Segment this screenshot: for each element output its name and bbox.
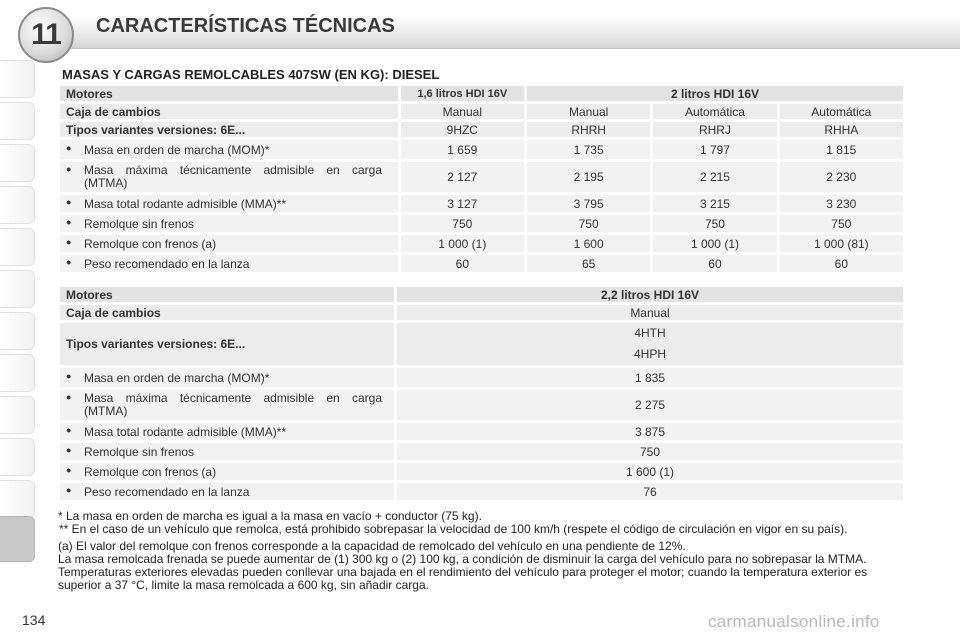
footnote: La masa remolcada frenada se puede aumentar de (1) 300 kg o (2) 100 kg, a condición de disminuir la carga del vehículo para no sobrepasar la MTMA. [58,552,867,566]
table-row [60,390,903,420]
row-label: ● Masa total rodante admisible (MMA)** [60,423,394,440]
table-row [60,368,903,387]
table-cell: 2 215 [653,162,776,192]
table-cell: 1 735 [527,140,650,159]
table-cell: 3 875 [397,423,903,440]
table-cell: 60 [653,255,776,272]
chapter-tab[interactable] [0,312,35,350]
bullet-icon: ● [66,164,72,174]
chapter-tab[interactable] [0,102,35,140]
table-cell: 2 195 [527,162,650,192]
watermark: carmanualsonline.info [708,612,880,631]
variant-code: 9HZC [401,122,524,137]
bullet-icon: ● [66,142,72,153]
variants-row [60,323,903,365]
gearbox-value: Manual [527,104,650,119]
table-row [60,255,903,272]
table-row [60,423,903,440]
table-row [60,463,903,480]
table-row [60,443,903,460]
table-cell: 2 127 [401,162,524,192]
row-label: ● Remolque con frenos (a) [60,235,398,252]
engine-row [60,287,903,302]
bullet-icon: ● [66,236,72,247]
spec-table-1 [57,83,906,275]
table-cell: 60 [401,255,524,272]
table-cell: 76 [397,483,903,500]
chapter-tab[interactable] [0,354,35,392]
chapter-tab[interactable] [0,186,35,224]
table-cell: 3 127 [401,195,524,212]
table-row [60,162,903,192]
row-label: ● Remolque con frenos (a) [60,463,394,480]
variant-code: 4HTH [634,326,666,340]
bullet-icon: ● [66,464,72,475]
table-cell: 1 000 (81) [780,235,903,252]
table-cell: 1 000 (1) [653,235,776,252]
page-title: CARACTERÍSTICAS TÉCNICAS [96,15,395,37]
row-label: ● Masa máxima técnicamente admisible en carga (MTMA) [60,162,398,192]
engine-value: 2,2 litros HDI 16V [397,287,903,302]
table-cell: 750 [780,215,903,232]
table-cell: 750 [397,443,903,460]
bullet-icon: ● [66,484,72,495]
engine-row [60,86,903,101]
chapter-tab[interactable] [0,480,35,518]
table-cell: 1 835 [397,368,903,387]
footnote: * La masa en orden de marcha es igual a la masa en vacío + conductor (75 kg). [58,509,482,523]
row-label: ● Remolque sin frenos [60,443,394,460]
table-cell: 1 600 [527,235,650,252]
gearbox-label: Caja de cambios [60,305,394,320]
row-label: ● Remolque sin frenos [60,215,398,232]
gearbox-value: Automática [653,104,776,119]
table-row [60,215,903,232]
gearbox-row [60,104,903,119]
footnote: ** En el caso de un vehículo que remolca, está prohibido sobrepasar la velocidad de 100 km/h (respete el código de circulación en vigor en su país). [59,522,848,536]
table-cell: 65 [527,255,650,272]
footnotes [58,510,908,592]
engine-large: 2 litros HDI 16V [527,86,903,101]
table-cell: 3 215 [653,195,776,212]
table-row [60,195,903,212]
chapter-tab-active[interactable] [0,516,35,562]
row-label: ● Masa en orden de marcha (MOM)* [60,368,394,387]
table-cell: 1 600 (1) [397,463,903,480]
gearbox-value: Manual [397,305,903,320]
chapter-tab[interactable] [0,60,35,98]
chapter-tab[interactable] [0,228,35,266]
chapter-tab[interactable] [0,270,35,308]
bullet-icon: ● [66,424,72,435]
section-title: MASAS Y CARGAS REMOLCABLES 407SW (EN KG): DIESEL [62,67,440,82]
variant-code: RHRH [527,122,650,137]
engine-small: 1,6 litros HDI 16V [401,86,524,101]
table-cell: 1 797 [653,140,776,159]
table-row [60,483,903,500]
variants-row [60,122,903,137]
gearbox-value: Automática [780,104,903,119]
footnote: (a) El valor del remolque con frenos corresponde a la capacidad de remolcado del vehículo en una pendiente de 12%. [58,539,686,553]
variant-code: 4HPH [633,347,666,361]
bullet-icon: ● [66,196,72,207]
row-label: ● Peso recomendado en la lanza [60,255,398,272]
table-cell: 1 000 (1) [401,235,524,252]
table-cell: 3 795 [527,195,650,212]
row-label: ● Peso recomendado en la lanza [60,483,394,500]
row-label: ● Masa total rodante admisible (MMA)** [60,195,398,212]
variant-codes [397,323,903,365]
table-cell: 2 230 [780,162,903,192]
page-number: 134 [22,612,46,628]
table-cell: 1 815 [780,140,903,159]
table-cell: 3 230 [780,195,903,212]
gearbox-value: Manual [401,104,524,119]
spec-table-2 [57,284,906,503]
row-label: ● Masa en orden de marcha (MOM)* [60,140,398,159]
table-cell: 2 275 [397,390,903,420]
bullet-icon: ● [66,444,72,455]
bullet-icon: ● [66,392,72,402]
variant-code: RHRJ [653,122,776,137]
row-label: ● Masa máxima técnicamente admisible en carga (MTMA) [60,390,394,420]
table-cell: 1 659 [401,140,524,159]
bullet-icon: ● [66,256,72,267]
chapter-number-badge: 11 [18,7,74,63]
variants-label: Tipos variantes versiones: 6E... [60,122,398,137]
table-cell: 60 [780,255,903,272]
gearbox-label: Caja de cambios [60,104,398,119]
table-cell: 750 [527,215,650,232]
gearbox-row [60,305,903,320]
engine-label: Motores [60,287,394,302]
chapter-tab[interactable] [0,144,35,182]
chapter-tab[interactable] [0,396,35,434]
table-row [60,235,903,252]
table-cell: 750 [653,215,776,232]
bullet-icon: ● [66,216,72,227]
bullet-icon: ● [66,370,72,381]
table-cell: 750 [401,215,524,232]
variants-label: Tipos variantes versiones: 6E... [60,323,394,365]
chapter-tab[interactable] [0,438,35,476]
variant-code: RHHA [780,122,903,137]
table-row [60,140,903,159]
engine-label: Motores [60,86,398,101]
footnote: Temperaturas exteriores elevadas pueden conllevar una bajada en el rendimiento del vehículo para proteger el motor; cuando la temperatura exterior es superior a 37 °C, limite la masa remolcada a 600 kg, sin añadir carga. [58,565,868,592]
